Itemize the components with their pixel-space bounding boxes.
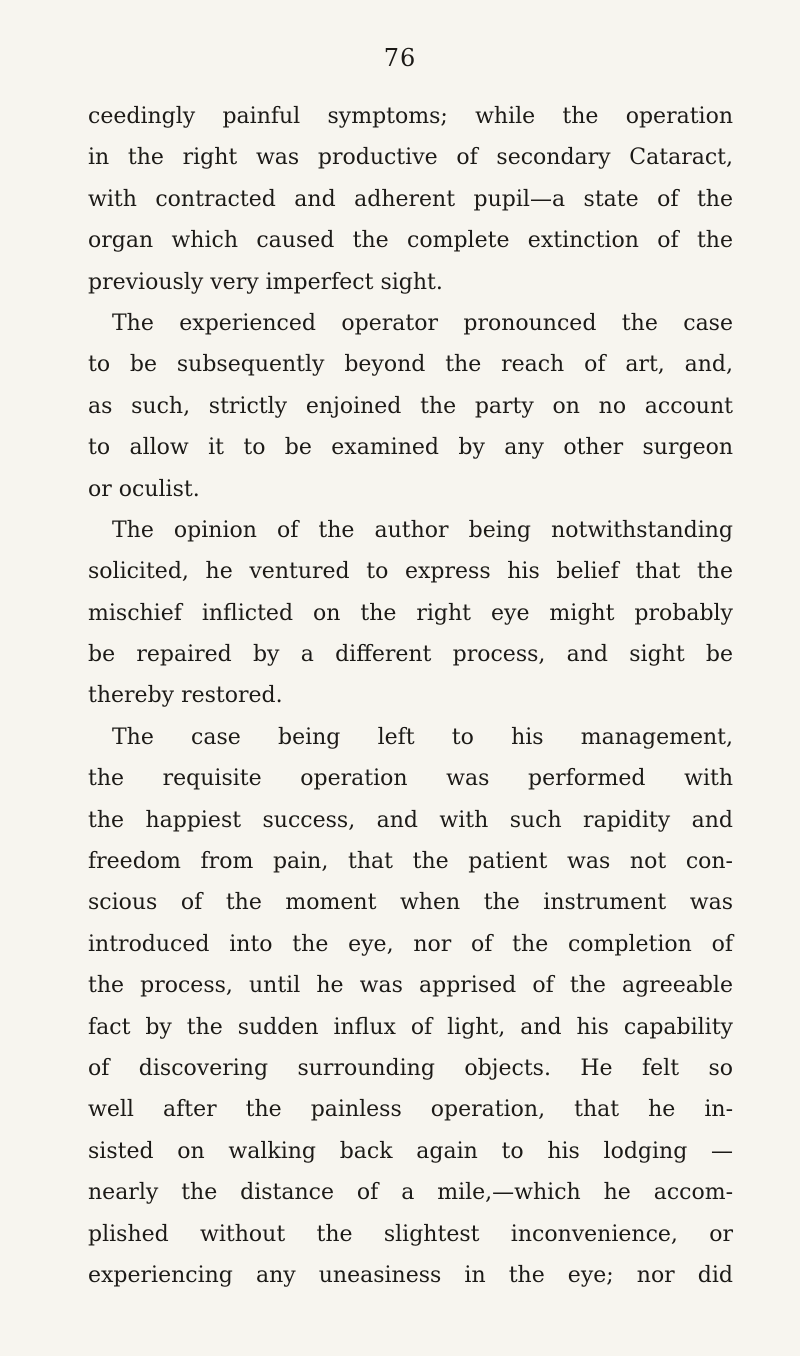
text-line: The case being left to his management, [112, 724, 733, 750]
text-line: as such, strictly enjoined the party on no account [88, 393, 733, 419]
text-line: the process, until he was apprised of the agreeable [88, 973, 733, 999]
page-number: 76 [383, 44, 417, 72]
text-line: or oculist. [88, 476, 200, 502]
text-line: with contracted and adherent pupil—a state of the [88, 186, 733, 212]
text-line: The opinion of the author being notwithstanding [112, 517, 733, 543]
text-line: the happiest success, and with such rapidity and [88, 807, 733, 833]
text-line: ceedingly painful symptoms; while the operation [88, 104, 733, 129]
text-line: plished without the slightest inconvenience, or [88, 1221, 733, 1247]
text-line: of discovering surrounding objects. He felt so [88, 1055, 733, 1081]
text-line: previously very imperfect sight. [88, 269, 443, 295]
text-line: experiencing any uneasiness in the eye; nor did [88, 1262, 733, 1288]
text-line: well after the painless operation, that he in- [88, 1097, 733, 1123]
text-line: The experienced operator pronounced the case [112, 310, 733, 336]
body-text [88, 96, 733, 1296]
text-line: the requisite operation was performed with [88, 766, 733, 792]
text-line: sisted on walking back again to his lodging — [88, 1138, 733, 1164]
text-line: freedom from pain, that the patient was not con- [88, 849, 733, 875]
text-line: to allow it to be examined by any other surgeon [88, 435, 733, 461]
text-line: organ which caused the complete extinction of the [88, 228, 733, 254]
text-line: scious of the moment when the instrument was [88, 890, 733, 916]
text-line: fact by the sudden influx of light, and his capability [88, 1014, 733, 1040]
text-line: thereby restored. [88, 683, 283, 709]
text-line: mischief inflicted on the right eye might probably [88, 600, 733, 626]
text-line: in the right was productive of secondary Cataract, [88, 145, 733, 171]
text-line: solicited, he ventured to express his belief that the [88, 559, 733, 585]
text-line: nearly the distance of a mile,—which he accom- [88, 1180, 733, 1206]
text-line: introduced into the eye, nor of the completion of [88, 931, 733, 957]
text-line: to be subsequently beyond the reach of art, and, [88, 352, 733, 378]
text-line: be repaired by a different process, and sight be [88, 642, 733, 668]
